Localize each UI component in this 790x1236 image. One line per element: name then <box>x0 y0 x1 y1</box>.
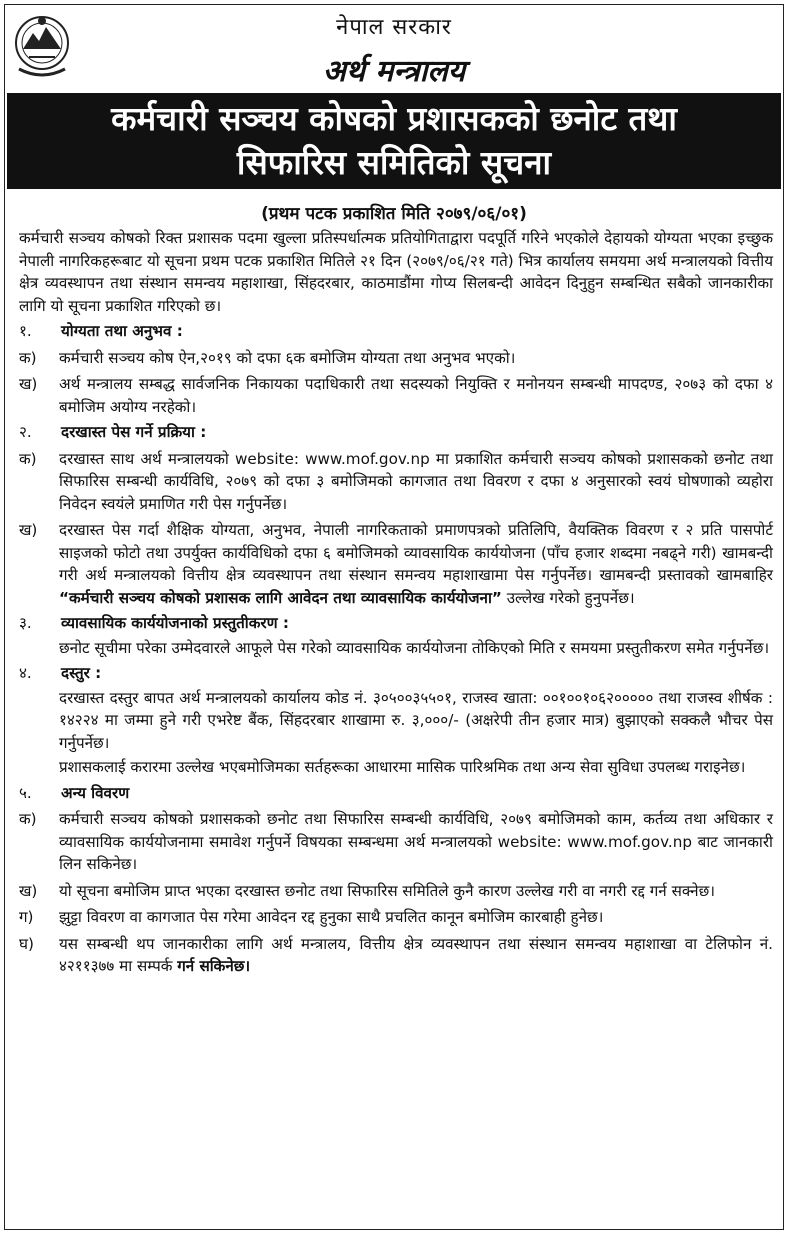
publication-date: (प्रथम पटक प्रकाशित मिति २०७९/०६/०१) <box>261 204 527 224</box>
government-name: नेपाल सरकार <box>336 15 452 40</box>
item-text: कर्मचारी सञ्चय कोषको प्रशासकको छनोट तथा सिफारिस सम्बन्धी कार्यविधि, २०७९ बमोजिमको काम, कर्तव्य तथा अधिकार र व्यावसायिक कार्ययोजनामा समावेश गर्नुपर्ने विषयका सम्बन्धमा अर्थ मन्त्रालयको website: www.mof.gov.np बाट जानकारी लिन सकिनेछ। <box>59 810 773 873</box>
section-1-item-ka <box>19 347 773 370</box>
section-title: दस्तुर : <box>61 664 102 682</box>
section-title: दरखास्त पेस गर्ने प्रक्रिया : <box>61 423 207 441</box>
section-number: ४. <box>19 664 32 682</box>
item-marker: ख) <box>19 521 38 539</box>
item-text-part: उल्लेख गरेको हुनुपर्नेछ। <box>501 588 635 607</box>
section-4-body-1: दरखास्त दस्तुर बापत अर्थ मन्त्रालयको कार्यालय कोड नं. ३०५००३५५०१, राजस्व खाता: ००१००१०६२००००० तथा राजस्व शीर्षक : १४२२४ मा जम्मा हुने गरी एभरेष्ट बैंक, सिंहदरबार शाखामा रु. ३,०००/- (अक्षरेपी तीन हजार मात्र) बुझाएको सक्कलै भौचर पेस गर्नुपर्नेछ। <box>59 688 773 752</box>
item-marker: क) <box>19 810 37 828</box>
section-5-item-kha <box>19 880 773 903</box>
item-text <box>59 519 773 609</box>
item-text-part: दरखास्त पेस गर्दा शैक्षिक योग्यता, अनुभव, नेपाली नागरिकताको प्रमाणपत्रको प्रतिलिपि, वैयक्तिक विवरण र २ प्रति पासपोर्ट साइजको फोटो तथा उपर्युक्त कार्यविधिको दफा ६ बमोजिमको व्यावसायिक कार्ययोजना (पाँच हजार शब्दमा नबढ्ने गरी) खामबन्दी गरी अर्थ मन्त्रालयको वित्तीय क्षेत्र व्यवस्थापन तथा संस्थान समन्वय महाशाखामा पेस गर्नुपर्नेछ। खामबन्दी प्रस्तावको खामबाहिर <box>59 521 773 584</box>
section-3-body: छनोट सूचीमा परेका उम्मेदवारले आफूले पेस गरेको व्यावसायिक कार्ययोजना तोकिएको मिति र समयमा प्रस्तुतीकरण समेत गर्नुपर्नेछ। <box>59 638 770 657</box>
section-2-item-ka <box>19 448 773 516</box>
section-title: व्यावसायिक कार्ययोजनाको प्रस्तुतीकरण : <box>61 614 289 632</box>
envelope-label-text: “कर्मचारी सञ्चय कोषको प्रशासक लागि आवेदन तथा व्यावसायिक कार्ययोजना” <box>59 588 502 607</box>
section-2-heading <box>19 421 773 444</box>
item-text: कर्मचारी सञ्चय कोष ऐन,२०१९ को दफा ६क बमोजिम योग्यता तथा अनुभव भएको। <box>59 348 516 367</box>
item-text: दरखास्त साथ अर्थ मन्त्रालयको website: www.mof.gov.np मा प्रकाशित कर्मचारी सञ्चय कोषको प्रशासकको छनोट तथा सिफारिस सम्बन्धी कार्यविधि, २०७९ को दफा ३ बमोजिमको कागजात तथा विवरण र दफा ४ अनुसारको स्वयं घोषणाको व्यहोरा निवेदन स्वयंले प्रमाणित गरी पेस गर्नुपर्नेछ। <box>59 449 773 513</box>
section-4-heading <box>19 662 773 685</box>
section-title: योग्यता तथा अनुभव : <box>61 322 183 340</box>
title-line-1: कर्मचारी सञ्चय कोषको प्रशासकको छनोट तथा <box>111 99 677 138</box>
item-text: अर्थ मन्त्रालय सम्बद्ध सार्वजनिक निकायका पदाधिकारी तथा सदस्यको नियुक्ति र मनोनयन सम्बन्धी मापदण्ड, २०७३ को दफा ४ बमोजिम अयोग्य नरहेको। <box>59 375 773 416</box>
section-number: १. <box>19 322 32 340</box>
notice-page <box>4 4 784 1230</box>
section-title: अन्य विवरण <box>61 783 130 802</box>
item-marker: ग) <box>19 908 34 926</box>
section-3-heading <box>19 612 773 635</box>
item-marker: ख) <box>19 881 38 900</box>
section-number: ५. <box>19 783 32 802</box>
section-5-item-ka <box>19 808 773 876</box>
item-text: यो सूचना बमोजिम प्राप्त भएका दरखास्त छनोट तथा सिफारिस समितिले कुनै कारण उल्लेख गरी वा नगरी रद्द गर्न सक्नेछ। <box>59 881 715 900</box>
notice-title <box>7 93 781 189</box>
item-marker: क) <box>19 449 37 468</box>
item-text-bold: गर्न सकिनेछ। <box>177 957 251 975</box>
title-line-2: सिफारिस समितिको सूचना <box>236 143 552 182</box>
section-5-item-ga <box>19 906 773 929</box>
item-text <box>59 933 773 978</box>
section-2-item-kha <box>19 519 773 609</box>
item-marker: ख) <box>19 375 38 393</box>
section-1-item-kha <box>19 373 773 418</box>
section-5-heading <box>19 782 773 805</box>
item-text-part: यस सम्बन्धी थप जानकारीका लागि अर्थ मन्त्रालय, वित्तीय क्षेत्र व्यवस्थापन तथा संस्थान समन्वय महाशाखा वा टेलिफोन नं. ४२११३७७ मा सम्पर्क <box>59 934 773 975</box>
section-4-body-2: प्रशासकलाई करारमा उल्लेख भएबमोजिमका सर्तहरूका आधारमा मासिक पारिश्रमिक तथा अन्य सेवा सुविधा उपलब्ध गराइनेछ। <box>59 758 746 776</box>
ministry-name: अर्थ मन्त्रालय <box>322 54 466 89</box>
item-marker: घ) <box>19 934 34 953</box>
header <box>5 5 783 93</box>
section-number: २. <box>19 423 32 441</box>
intro-paragraph: कर्मचारी सञ्चय कोषको रिक्त प्रशासक पदमा खुल्ला प्रतिस्पर्धात्मक प्रतियोगिताद्वारा पदपूर्ति गरिने भएकोले देहायको योग्यता भएका इच्छुक नेपाली नागरिकहरूबाट यो सूचना प्रथम पटक प्रकाशित मितिले २१ दिन (२०७९/०६/२१ गते) भित्र कार्यालय समयमा अर्थ मन्त्रालयको वित्तीय क्षेत्र व्यवस्थापन तथा संस्थान समन्वय महाशाखा, सिंहदरबार, काठमाडौंमा गोप्य सिलबन्दी आवेदन दिनुहुन सम्बन्धित सबैको जानकारीका लागि यो सूचना प्रकाशित गरिएको छ। <box>19 229 773 315</box>
section-number: ३. <box>19 614 32 632</box>
item-text: झुट्टा विवरण वा कागजात पेस गरेमा आवेदन रद्द हुनुका साथै प्रचलित कानून बमोजिम कारबाही हुनेछ। <box>59 908 604 926</box>
notice-body <box>19 227 773 978</box>
item-marker: क) <box>19 348 37 367</box>
section-1-heading <box>19 320 773 343</box>
section-5-item-gha <box>19 933 773 978</box>
